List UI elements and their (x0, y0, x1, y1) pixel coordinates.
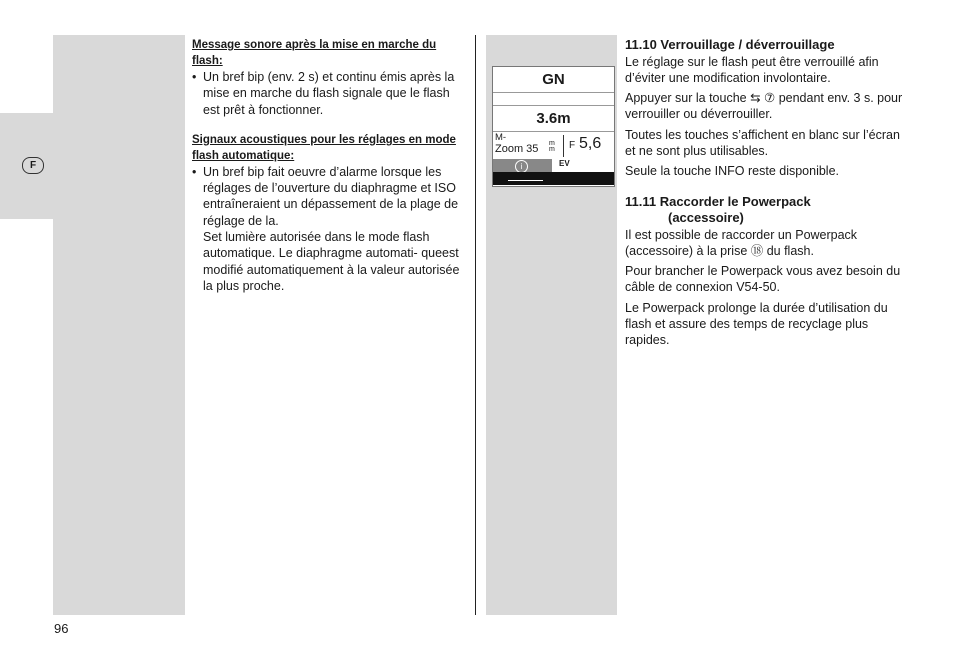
page-number: 96 (54, 621, 69, 636)
paragraph: Toutes les touches s’affichent en blanc sur l’écran et ne sont plus utilisables. (625, 127, 900, 158)
display-indicator-line (508, 180, 543, 181)
mm-unit: m m (549, 140, 555, 153)
bullet-text-cont: Set lumière autorisée dans le mode flash automatique. Le diaphragme automati- queest modifié automatiquement à la valeur autorisée la plus proche. (203, 230, 460, 293)
left-margin-band (53, 35, 185, 615)
bullet-item: • Un bref bip fait oeuvre d’alarme lorsque les réglages de l’ouverture du diaphragme et ISO entraîneraient un dépassement de la plage de réglage de la. Set lumière autorisée dans le mode flash automatique. Le diaphragme automati- queest modifié automatiquement à la valeur autorisée la plus proche. (192, 164, 460, 293)
aperture-label: F (569, 140, 576, 151)
section-title-powerpack-line2: (accessoire) (668, 210, 744, 226)
paragraph: Le réglage sur le flash peut être verrouillé afin d’éviter une modification involontaire. (625, 54, 879, 85)
display-separator (563, 135, 564, 157)
right-column (625, 37, 905, 353)
mode-label: M- (495, 132, 507, 143)
paragraph: Pour brancher le Powerpack vous avez besoin du câble de connexion V54-50. (625, 264, 901, 295)
ev-label: EV (559, 159, 570, 168)
flash-display-illustration (492, 66, 615, 187)
bullet-item: • Un bref bip (env. 2 s) et continu émis après la mise en marche du flash signale que le flash est prêt à fonctionner. (192, 69, 468, 118)
paragraph: Seule la touche INFO reste disponible. (625, 164, 840, 179)
section-title-powerpack: 11.11 Raccorder le Powerpack (625, 193, 811, 209)
bullet-text: Un bref bip (env. 2 s) et continu émis après la mise en marche du flash signale que le flash est prêt à fonctionner. (203, 70, 455, 117)
column-divider (475, 35, 476, 615)
gn-label: GN (493, 67, 614, 93)
paragraph: Appuyer sur la touche ⇆ ⑦ pendant env. 3 s. pour verrouiller ou déverrouiller. (625, 91, 903, 122)
paragraph: Le Powerpack prolonge la durée d’utilisation du flash et assure des temps de recyclage plus rapides. (625, 300, 888, 348)
aperture-value: 5,6 (579, 135, 602, 152)
display-bottom-bar (493, 172, 614, 185)
paragraph: Il est possible de raccorder un Powerpack (accessoire) à la prise ⑱ du flash. (625, 227, 858, 258)
middle-column (192, 37, 468, 294)
language-badge: F (22, 157, 44, 174)
info-icon: i (515, 160, 528, 173)
heading-sound-startup: Message sonore après la mise en marche du flash: (192, 39, 437, 67)
zoom-value: Zoom 35 (495, 143, 539, 155)
distance-value: 3.6m (493, 105, 614, 132)
section-title-lock: 11.10 Verrouillage / déverrouillage (625, 37, 835, 52)
heading-acoustic-signals: Signaux acoustiques pour les réglages en mode flash automatique: (192, 133, 456, 162)
bullet-text: Un bref bip fait oeuvre d’alarme lorsque les réglages de l’ouverture du diaphragme et ISO entraîneraient un dépassement de la plage de réglage de la. (203, 164, 459, 228)
